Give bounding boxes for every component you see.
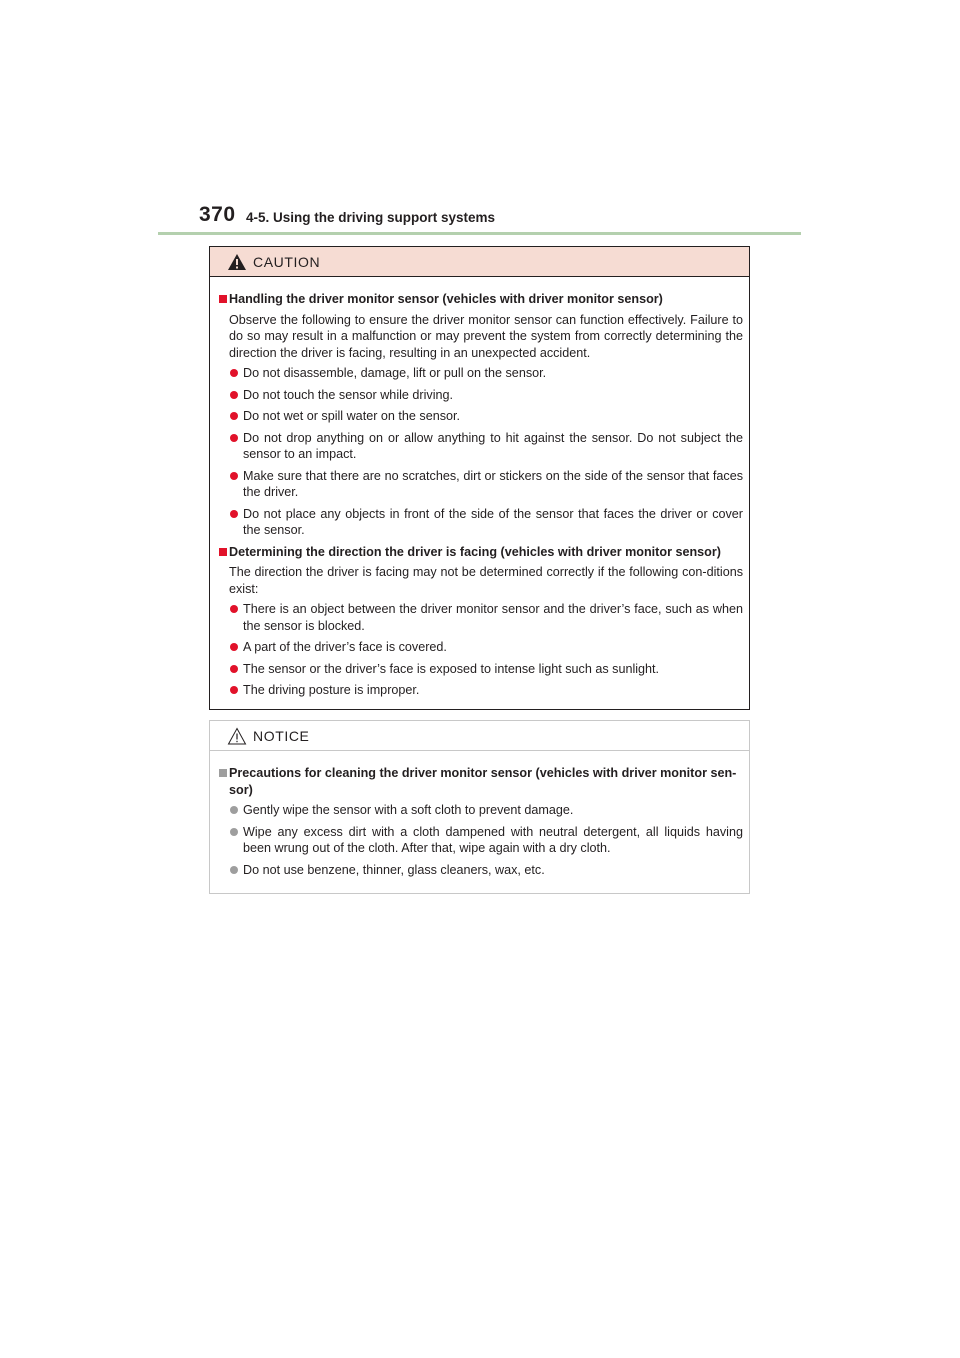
header-divider — [158, 232, 801, 235]
section-intro: Observe the following to ensure the driver monitor sensor can function effectively. Failure to do so may result in a malfunction or may prevent the system from correctly determining the direction the driver is facing, resulting in an unexpected accident. — [229, 312, 743, 360]
notice-section — [221, 765, 743, 878]
notice-triangle-icon — [227, 727, 247, 745]
list-item: Do not touch the sensor while driving. — [221, 387, 743, 404]
list-item: Make sure that there are no scratches, dirt or stickers on the side of the sensor that faces the driver. — [221, 468, 743, 501]
round-bullet-icon — [230, 369, 238, 377]
round-bullet-icon — [230, 686, 238, 694]
square-bullet-icon — [219, 295, 227, 303]
round-bullet-icon — [230, 434, 238, 442]
list-item: Gently wipe the sensor with a soft cloth to prevent damage. — [221, 802, 743, 819]
notice-header — [210, 721, 749, 751]
square-bullet-icon — [219, 548, 227, 556]
section-heading: Precautions for cleaning the driver monitor sensor (vehicles with driver monitor sen-sor) — [221, 765, 743, 798]
caution-section — [221, 544, 743, 699]
list-item: Do not wet or spill water on the sensor. — [221, 408, 743, 425]
caution-section — [221, 291, 743, 539]
list-item: Do not drop anything on or allow anything to hit against the sensor. Do not subject the sensor to an impact. — [221, 430, 743, 463]
list-item: Wipe any excess dirt with a cloth dampened with neutral detergent, all liquids having been wrung out of the cloth. After that, wipe again with a dry cloth. — [221, 824, 743, 857]
list-item: Do not place any objects in front of the side of the sensor that faces the driver or cover the sensor. — [221, 506, 743, 539]
round-bullet-icon — [230, 412, 238, 420]
list-item: The driving posture is improper. — [221, 682, 743, 699]
round-bullet-icon — [230, 806, 238, 814]
round-bullet-icon — [230, 665, 238, 673]
caution-body — [210, 277, 749, 699]
list-item: A part of the driver’s face is covered. — [221, 639, 743, 656]
caution-header — [210, 247, 749, 277]
list-item: The sensor or the driver’s face is exposed to intense light such as sunlight. — [221, 661, 743, 678]
section-intro: The direction the driver is facing may not be determined correctly if the following con-ditions exist: — [229, 565, 743, 596]
list-item: Do not use benzene, thinner, glass cleaners, wax, etc. — [221, 862, 743, 879]
round-bullet-icon — [230, 510, 238, 518]
round-bullet-icon — [230, 643, 238, 651]
page-number: 370 — [199, 203, 236, 226]
round-bullet-icon — [230, 472, 238, 480]
section-heading: Determining the direction the driver is facing (vehicles with driver monitor sensor) — [221, 544, 743, 561]
round-bullet-icon — [230, 828, 238, 836]
bullet-list — [221, 365, 743, 539]
list-item: There is an object between the driver monitor sensor and the driver’s face, such as when the sensor is blocked. — [221, 601, 743, 634]
list-item: Do not disassemble, damage, lift or pull on the sensor. — [221, 365, 743, 382]
round-bullet-icon — [230, 391, 238, 399]
caution-label: CAUTION — [253, 254, 321, 270]
bullet-list — [221, 601, 743, 699]
notice-box — [209, 720, 750, 894]
page-header — [0, 0, 960, 240]
notice-body — [210, 751, 749, 878]
square-bullet-icon — [219, 769, 227, 777]
bullet-list — [221, 802, 743, 878]
caution-box — [209, 246, 750, 710]
notice-label: NOTICE — [253, 728, 310, 744]
round-bullet-icon — [230, 605, 238, 613]
warning-triangle-icon — [227, 253, 247, 271]
round-bullet-icon — [230, 866, 238, 874]
section-heading: Handling the driver monitor sensor (vehicles with driver monitor sensor) — [221, 291, 743, 308]
section-title: 4-5. Using the driving support systems — [246, 210, 496, 225]
